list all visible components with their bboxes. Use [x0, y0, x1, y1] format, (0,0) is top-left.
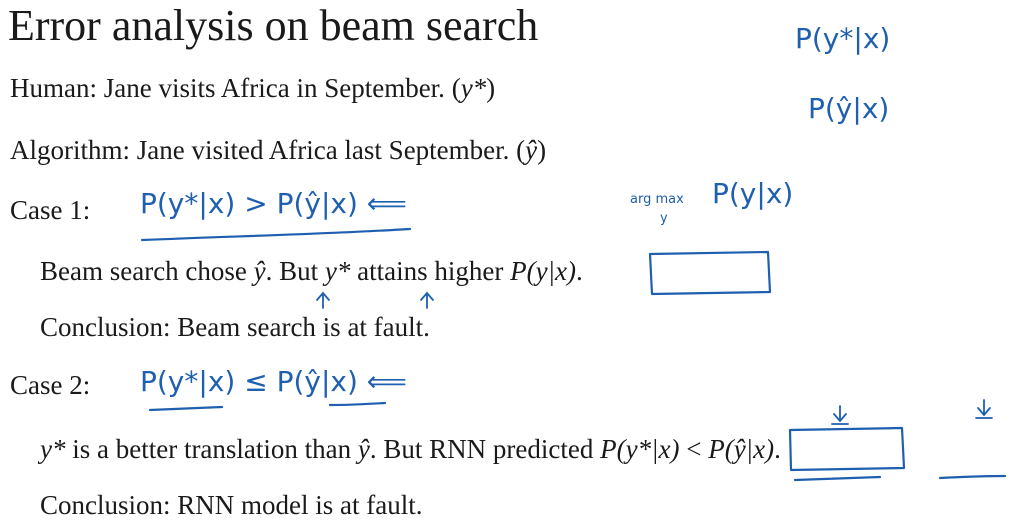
algorithm-tag-open: ( [516, 135, 526, 165]
case2-lt: < [686, 434, 702, 464]
case1-text-3: attains higher [357, 256, 504, 286]
hw-case1-inequality: P(y*|x) > P(ŷ|x) ⟸ [140, 187, 407, 220]
case2-var-ystar: y* [40, 434, 66, 464]
case2-var-yhat: ŷ [357, 434, 370, 464]
case2-underline-left [150, 407, 222, 410]
algorithm-sentence: Jane visited Africa last September. [136, 135, 510, 165]
slide-title: Error analysis on beam search [8, 1, 539, 50]
human-tag-close: ) [486, 73, 496, 103]
algorithm-line [10, 137, 546, 164]
case1-prob: P(y|x) [510, 256, 576, 286]
algorithm-tag-var: ŷ [525, 135, 538, 165]
case1-text-2: . But [265, 256, 319, 286]
case1-text-1: Beam search chose [40, 256, 247, 286]
hw-argmax-subscript: y [660, 211, 668, 226]
case1-var-ystar: y* [324, 256, 351, 286]
yhat-up-arrow [317, 293, 329, 308]
case2-text-4: . [774, 434, 781, 464]
case2-box-underline [795, 477, 880, 480]
case1-text-4: . [575, 256, 583, 286]
pyhat-underline [940, 476, 1005, 478]
human-tag-open: ( [451, 73, 461, 103]
case1-var-yhat: ŷ [253, 256, 266, 286]
case2-text-1: is a better translation than [72, 434, 352, 464]
case2-prob-ystar: P(y*|x) [600, 434, 680, 464]
pyhat-down-arrow [976, 400, 992, 418]
case2-text-2: . But RNN predicted [369, 434, 594, 464]
hw-argmax-word: arg max [630, 192, 684, 207]
algorithm-label: Algorithm: [10, 135, 130, 165]
case1-line [40, 258, 583, 285]
hw-p-ystar-given-x: P(y*|x) [795, 22, 891, 55]
case1-underline [142, 229, 410, 240]
human-line [10, 75, 495, 102]
hw-p-yhat-given-x: P(ŷ|x) [808, 92, 890, 125]
case2-prob-yhat: P(ŷ|x) [708, 434, 775, 464]
ystar-up-arrow [421, 293, 433, 308]
human-tag-var: y* [460, 73, 487, 103]
human-sentence: Jane visits Africa in September. [103, 73, 445, 103]
case2-line [40, 436, 781, 463]
case2-underline-right [330, 403, 385, 405]
case1-conclusion: Conclusion: Beam search is at fault. [40, 312, 430, 342]
algorithm-tag-close: ) [537, 135, 547, 165]
hw-argmax-expression: P(y|x) [712, 177, 794, 210]
case1-label: Case 1: [10, 195, 91, 225]
pystar-down-arrow [832, 406, 848, 424]
case1-box [650, 252, 770, 294]
case2-conclusion: Conclusion: RNN model is at fault. [40, 490, 423, 520]
case2-box [790, 428, 904, 470]
human-label: Human: [10, 73, 97, 103]
case2-label: Case 2: [10, 370, 91, 400]
hw-case2-inequality: P(y*|x) ≤ P(ŷ|x) ⟸ [140, 365, 407, 398]
